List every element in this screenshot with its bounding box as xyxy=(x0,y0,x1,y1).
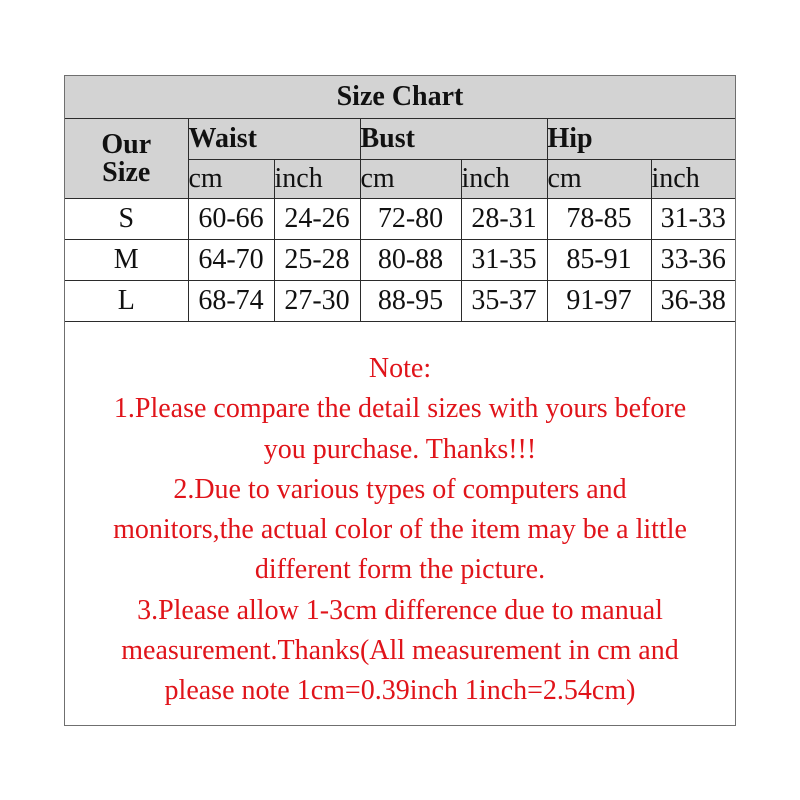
note-block xyxy=(65,346,735,712)
hip-cm-header: cm xyxy=(547,160,651,199)
note-line: 3.Please allow 1-3cm difference due to manual xyxy=(137,594,663,626)
bust-inch-header: inch xyxy=(461,160,547,199)
waist-header: Waist xyxy=(188,119,360,160)
our-size-header-line-2: Size xyxy=(102,156,151,188)
bust-inch-value: 35-37 xyxy=(461,281,547,322)
hip-inch-value: 31-33 xyxy=(651,199,735,240)
size-chart-sheet xyxy=(64,75,736,726)
waist-cm-header: cm xyxy=(188,160,274,199)
bust-cm-header: cm xyxy=(360,160,461,199)
bust-cm-value: 88-95 xyxy=(360,281,461,322)
hip-inch-value: 33-36 xyxy=(651,240,735,281)
size-label: S xyxy=(65,199,188,240)
size-chart-table xyxy=(65,76,735,322)
hip-cm-value: 91-97 xyxy=(547,281,651,322)
waist-inch-value: 27-30 xyxy=(274,281,360,322)
title-row xyxy=(65,76,735,119)
hip-header: Hip xyxy=(547,119,735,160)
waist-inch-header: inch xyxy=(274,160,360,199)
note-line: please note 1cm=0.39inch 1inch=2.54cm) xyxy=(164,675,636,707)
bust-inch-value: 28-31 xyxy=(461,199,547,240)
our-size-header xyxy=(65,119,188,199)
bust-cm-value: 72-80 xyxy=(360,199,461,240)
size-label: L xyxy=(65,281,188,322)
note-line: monitors,the actual color of the item may be a little xyxy=(113,514,687,546)
waist-inch-value: 25-28 xyxy=(274,240,360,281)
hip-inch-value: 36-38 xyxy=(651,281,735,322)
bust-header: Bust xyxy=(360,119,547,160)
bust-inch-value: 31-35 xyxy=(461,240,547,281)
hip-cm-value: 78-85 xyxy=(547,199,651,240)
table-row xyxy=(65,281,735,322)
bust-cm-value: 80-88 xyxy=(360,240,461,281)
table-row xyxy=(65,199,735,240)
table-row xyxy=(65,240,735,281)
note-line: measurement.Thanks(All measurement in cm and xyxy=(121,635,679,667)
note-heading: Note: xyxy=(368,353,432,384)
waist-inch-value: 24-26 xyxy=(274,199,360,240)
note-line: 1.Please compare the detail sizes with yours before xyxy=(113,393,687,425)
waist-cm-value: 68-74 xyxy=(188,281,274,322)
hip-cm-value: 85-91 xyxy=(547,240,651,281)
waist-cm-value: 64-70 xyxy=(188,240,274,281)
chart-title: Size Chart xyxy=(65,76,735,119)
waist-cm-value: 60-66 xyxy=(188,199,274,240)
size-label: M xyxy=(65,240,188,281)
group-header-row xyxy=(65,119,735,160)
hip-inch-header: inch xyxy=(651,160,735,199)
note-line: you purchase. Thanks!!! xyxy=(263,433,537,465)
note-line: 2.Due to various types of computers and xyxy=(173,473,627,505)
our-size-header-line-1: Our xyxy=(101,128,152,160)
note-line: different form the picture. xyxy=(254,554,546,586)
